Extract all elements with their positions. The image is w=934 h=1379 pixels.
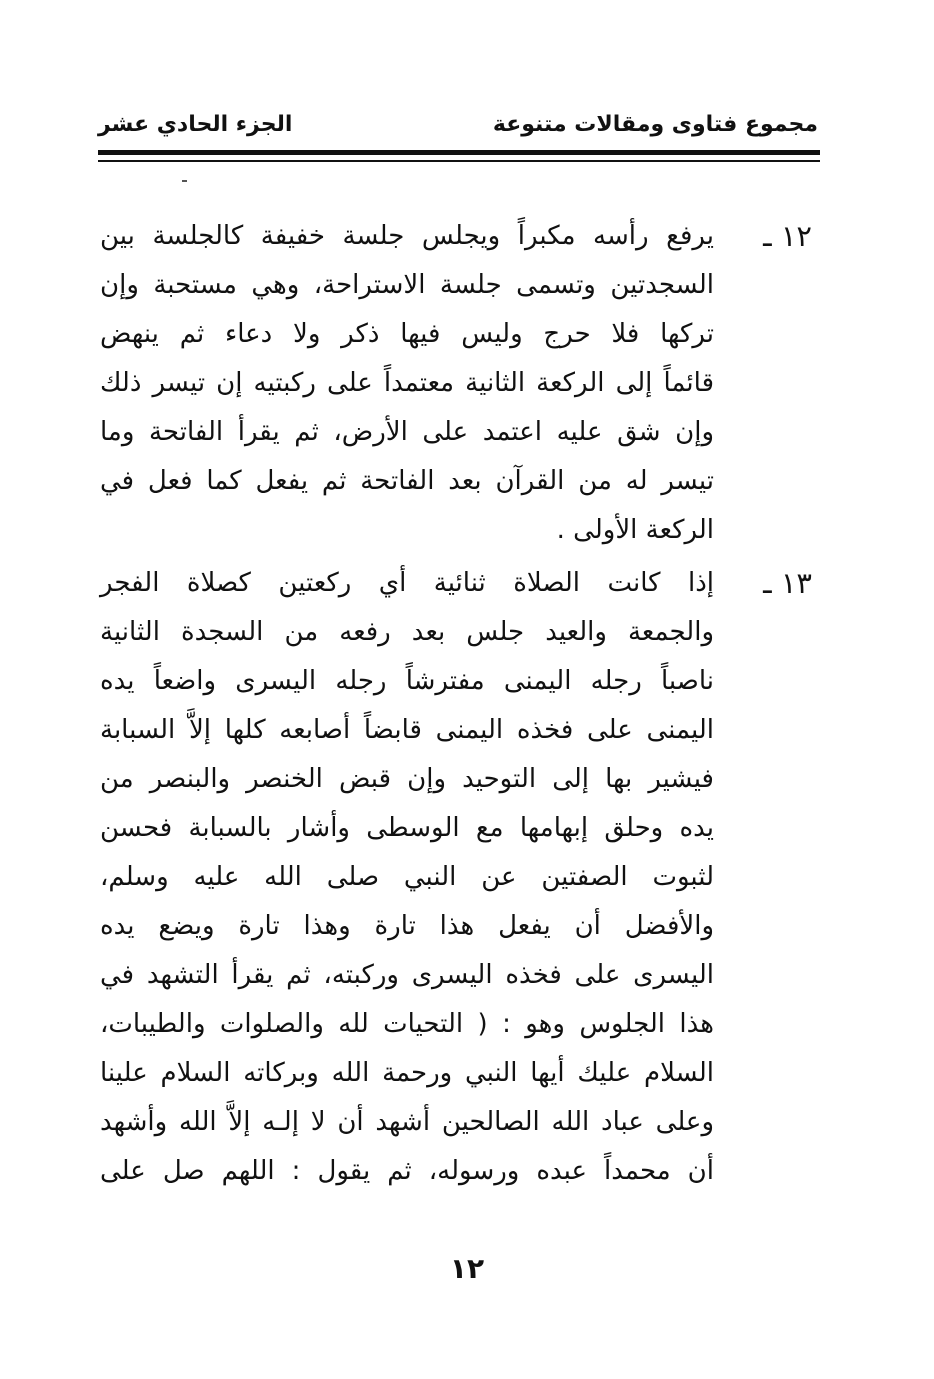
print-speck [182, 180, 187, 182]
text-line: هذا الجلوس وهو : ( التحيات لله والصلوات والطيبات، [100, 1009, 714, 1039]
page-body [100, 212, 812, 1196]
text-line: يرفع رأسه مكبراً ويجلس جلسة خفيفة كالجلسة بين [100, 221, 714, 251]
text-line: يده وحلق إبهامها مع الوسطى وأشار بالسبابة فحسن [100, 813, 714, 843]
text-line: تركها فلا حرج وليس فيها ذكر ولا دعاء ثم ينهض [100, 319, 714, 349]
book-title: مجموع فتاوى ومقالات متنوعة [492, 112, 818, 137]
text-line: ناصباً رجله اليمنى مفترشاً رجله اليسرى واضعاً يده [100, 666, 714, 696]
running-header [98, 112, 818, 148]
item-number: ١٢ ـ [763, 219, 812, 253]
text-line: اليمنى على فخذه اليمنى قابضاً أصابعه كلها إلاَّ السبابة [100, 715, 714, 745]
text-line: والأفضل أن يفعل هذا تارة وهذا تارة ويضع يده [100, 911, 714, 941]
text-line: تيسر له من القرآن بعد الفاتحة ثم يفعل كما فعل في [100, 466, 714, 496]
text-line: الركعة الأولى . [556, 515, 714, 545]
text-line: اليسرى على فخذه اليسرى وركبته، ثم يقرأ التشهد في [100, 960, 714, 990]
text-line: قائماً إلى الركعة الثانية معتمداً على ركبتيه إن تيسر ذلك [100, 368, 714, 398]
text-line: لثبوت الصفتين عن النبي صلى الله عليه وسلم، [100, 862, 714, 892]
header-rule-thin [98, 160, 820, 162]
text-line: والجمعة والعيد جلس بعد رفعه من السجدة الثانية [100, 617, 714, 647]
text-line: السجدتين وتسمى جلسة الاستراحة، وهي مستحبة وإن [100, 270, 714, 300]
text-line: أن محمداً عبده ورسوله، ثم يقول : اللهم صل على [100, 1156, 714, 1186]
text-line: وإن شق عليه اعتمد على الأرض، ثم يقرأ الفاتحة وما [100, 417, 714, 447]
page-number: ١٢ [449, 1252, 485, 1285]
volume-label: الجزء الحادي عشر [98, 112, 293, 137]
text-line: وعلى عباد الله الصالحين أشهد أن لا إلـه إلاَّ الله وأشهد [100, 1107, 714, 1137]
header-rule-thick [98, 150, 820, 155]
text-line: السلام عليك أيها النبي ورحمة الله وبركاته السلام علينا [100, 1058, 714, 1088]
text-line: فيشير بها إلى التوحيد وإن قبض الخنصر والبنصر من [100, 764, 714, 794]
text-line: إذا كانت الصلاة ثنائية أي ركعتين كصلاة الفجر [100, 568, 714, 598]
numbered-item-13 [100, 559, 812, 1196]
numbered-item-12 [100, 212, 812, 555]
item-number: ١٣ ـ [763, 566, 812, 600]
